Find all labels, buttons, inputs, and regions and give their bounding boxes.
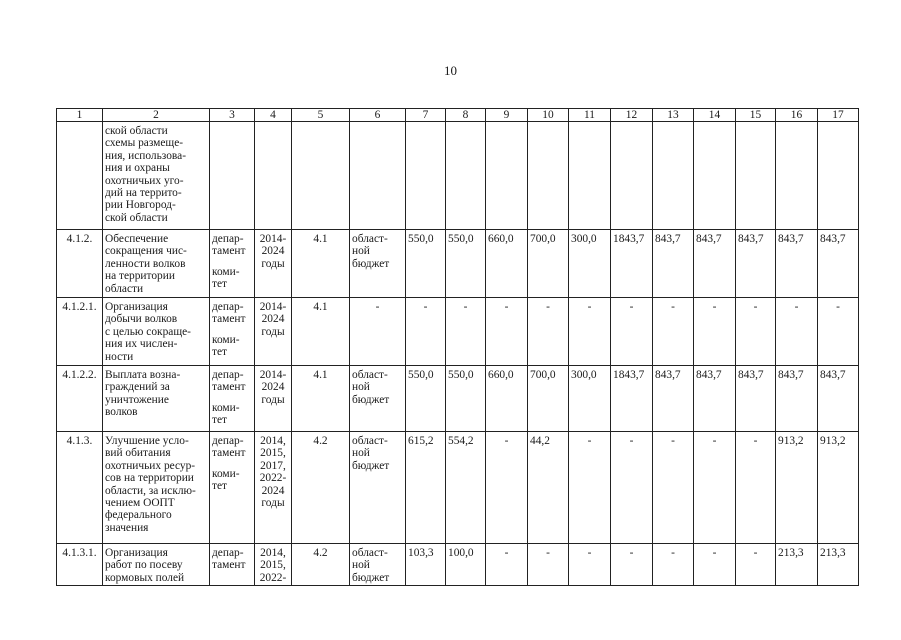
exec-line: депар-: [212, 369, 244, 381]
item-name-cell: [103, 122, 210, 230]
years-line: 2024: [261, 484, 285, 497]
source-line: бюджет: [352, 459, 390, 472]
value-cell: 554,2: [446, 432, 486, 544]
years-line: 2024: [261, 313, 285, 326]
value-cell: 550,0: [406, 230, 446, 298]
name-line: сокращения чис-: [105, 245, 187, 258]
funding-source-cell: [350, 432, 406, 544]
exec-line2: коми-: [212, 333, 240, 346]
name-line: федерального: [105, 509, 172, 522]
source-line: област-: [352, 435, 388, 447]
table-row: [57, 432, 859, 544]
years-line: годы: [261, 497, 285, 510]
name-line: ния и охраны: [105, 162, 170, 175]
value-cell: 550,0: [446, 230, 486, 298]
years-line: 2015,: [260, 559, 286, 572]
value-cell: [736, 122, 776, 230]
table-row: [57, 366, 859, 432]
years-line: 2022-: [259, 571, 287, 584]
value-cell: 843,7: [736, 230, 776, 298]
source-line: -: [375, 301, 380, 313]
source-line: ной: [352, 559, 370, 572]
value-cell: 843,7: [776, 230, 818, 298]
value-cell: -: [736, 544, 776, 586]
program-table: [56, 108, 859, 586]
indicator-cell: 4.2: [292, 432, 350, 544]
value-cell: 660,0: [486, 230, 528, 298]
value-cell: -: [486, 432, 528, 544]
value-cell: 300,0: [569, 366, 611, 432]
years-line: 2022-: [259, 472, 287, 485]
column-number-row: [57, 109, 859, 122]
table-row: [57, 122, 859, 230]
table-row: [57, 298, 859, 366]
column-number-cell: 10: [528, 109, 569, 122]
item-name-cell: [103, 230, 210, 298]
value-cell: -: [694, 544, 736, 586]
years-line: 2024: [261, 245, 285, 258]
funding-source-cell: [350, 230, 406, 298]
years-line: 2014,: [260, 435, 286, 447]
exec-line2: коми-: [212, 265, 240, 278]
item-number-cell: 4.1.2.1.: [57, 298, 103, 366]
value-cell: 300,0: [569, 230, 611, 298]
value-cell: [611, 122, 653, 230]
indicator-cell: [292, 122, 350, 230]
name-line: на территории: [105, 270, 175, 283]
funding-source-cell: [350, 298, 406, 366]
value-cell: -: [776, 298, 818, 366]
value-cell: -: [528, 298, 569, 366]
funding-source-cell: [350, 366, 406, 432]
executor-cell: [210, 366, 255, 432]
value-cell: -: [486, 544, 528, 586]
years-cell: [255, 366, 292, 432]
table-row: [57, 544, 859, 586]
exec-line: тамент: [212, 381, 246, 394]
column-number-cell: 9: [486, 109, 528, 122]
table-row: [57, 230, 859, 298]
exec-line: тамент: [212, 313, 246, 326]
item-name-cell: [103, 432, 210, 544]
value-cell: -: [653, 544, 694, 586]
value-cell: 843,7: [818, 230, 859, 298]
value-cell: 843,7: [818, 366, 859, 432]
column-number-cell: 8: [446, 109, 486, 122]
source-line: област-: [352, 369, 388, 381]
source-line: област-: [352, 547, 388, 559]
years-line: годы: [261, 325, 285, 338]
name-line: Выплата возна-: [105, 369, 181, 381]
exec-line2: тет: [212, 414, 228, 427]
column-number-cell: 13: [653, 109, 694, 122]
name-line: охотничьих уго-: [105, 174, 184, 187]
column-number-cell: 15: [736, 109, 776, 122]
value-cell: 213,3: [776, 544, 818, 586]
name-line: рии Новгород-: [105, 199, 176, 212]
exec-line2: тет: [212, 278, 228, 291]
value-cell: -: [569, 298, 611, 366]
value-cell: -: [653, 432, 694, 544]
value-cell: [569, 122, 611, 230]
name-line: чением ООПТ: [105, 497, 175, 510]
value-cell: -: [569, 432, 611, 544]
value-cell: [776, 122, 818, 230]
indicator-cell: 4.1: [292, 230, 350, 298]
name-line: ленности волков: [105, 257, 186, 270]
value-cell: 843,7: [776, 366, 818, 432]
exec-line: тамент: [212, 447, 246, 460]
column-number-cell: 7: [406, 109, 446, 122]
value-cell: [528, 122, 569, 230]
years-cell: [255, 122, 292, 230]
exec-line2: коми-: [212, 401, 240, 414]
value-cell: 843,7: [694, 366, 736, 432]
exec-line: депар-: [212, 435, 244, 447]
executor-gap: [212, 394, 252, 402]
executor-cell: [210, 122, 255, 230]
value-cell: 843,7: [694, 230, 736, 298]
name-line: дий на террито-: [105, 187, 182, 200]
years-line: 2014-: [259, 369, 287, 381]
indicator-cell: 4.1: [292, 366, 350, 432]
exec-line2: коми-: [212, 467, 240, 480]
item-number-cell: 4.1.3.: [57, 432, 103, 544]
source-line: ной: [352, 381, 370, 394]
name-line: ния их числен-: [105, 338, 178, 351]
value-cell: [694, 122, 736, 230]
column-number-cell: 5: [292, 109, 350, 122]
value-cell: 100,0: [446, 544, 486, 586]
years-line: 2017,: [260, 459, 286, 472]
exec-line2: тет: [212, 480, 228, 493]
page-number: 10: [444, 63, 457, 78]
value-cell: -: [653, 298, 694, 366]
years-line: 2024: [261, 381, 285, 394]
value-cell: -: [694, 298, 736, 366]
name-line: ния, использова-: [105, 149, 187, 162]
exec-line2: тет: [212, 346, 228, 359]
value-cell: [406, 122, 446, 230]
name-line: Организация: [105, 301, 168, 313]
column-number-cell: 16: [776, 109, 818, 122]
name-line: Организация: [105, 547, 168, 559]
item-name-cell: [103, 544, 210, 586]
value-cell: 550,0: [446, 366, 486, 432]
value-cell: -: [736, 298, 776, 366]
name-line: с целью сокраще-: [105, 325, 191, 338]
name-line: работ по посеву: [105, 559, 183, 572]
value-cell: 700,0: [528, 230, 569, 298]
item-number-cell: [57, 122, 103, 230]
years-cell: [255, 544, 292, 586]
executor-gap: [212, 258, 252, 266]
name-line: вий обитания: [105, 447, 171, 460]
value-cell: -: [486, 298, 528, 366]
name-line: ской области: [105, 211, 168, 224]
column-number-cell: 17: [818, 109, 859, 122]
executor-cell: [210, 544, 255, 586]
years-cell: [255, 298, 292, 366]
value-cell: -: [611, 544, 653, 586]
column-number-cell: 2: [103, 109, 210, 122]
column-number-cell: 11: [569, 109, 611, 122]
value-cell: 44,2: [528, 432, 569, 544]
name-line: ности: [105, 350, 134, 363]
column-number-cell: 6: [350, 109, 406, 122]
value-cell: 843,7: [736, 366, 776, 432]
name-line: ской области: [105, 125, 168, 137]
item-name-cell: [103, 298, 210, 366]
source-line: бюджет: [352, 393, 390, 406]
value-cell: -: [694, 432, 736, 544]
value-cell: 213,3: [818, 544, 859, 586]
years-line: 2014-: [259, 233, 287, 245]
executor-cell: [210, 298, 255, 366]
name-line: Обеспечение: [105, 233, 169, 245]
name-line: добычи волков: [105, 313, 178, 326]
value-cell: [446, 122, 486, 230]
value-cell: [818, 122, 859, 230]
exec-line: тамент: [212, 245, 246, 258]
item-name-cell: [103, 366, 210, 432]
name-line: Улучшение усло-: [105, 435, 189, 447]
value-cell: -: [569, 544, 611, 586]
exec-line: депар-: [212, 233, 244, 245]
value-cell: 700,0: [528, 366, 569, 432]
value-cell: 103,3: [406, 544, 446, 586]
years-line: годы: [261, 257, 285, 270]
value-cell: [653, 122, 694, 230]
funding-source-cell: [350, 122, 406, 230]
value-cell: -: [528, 544, 569, 586]
name-line: схемы размеще-: [105, 137, 184, 150]
value-cell: -: [611, 298, 653, 366]
value-cell: -: [736, 432, 776, 544]
value-cell: 660,0: [486, 366, 528, 432]
indicator-cell: 4.2: [292, 544, 350, 586]
name-line: сов на территории: [105, 472, 194, 485]
years-line: годы: [261, 393, 285, 406]
source-line: бюджет: [352, 257, 390, 270]
item-number-cell: 4.1.3.1.: [57, 544, 103, 586]
value-cell: 1843,7: [611, 366, 653, 432]
source-line: бюджет: [352, 571, 390, 584]
years-line: 2014-: [259, 301, 287, 313]
value-cell: -: [611, 432, 653, 544]
executor-cell: [210, 432, 255, 544]
value-cell: 913,2: [776, 432, 818, 544]
name-line: граждений за: [105, 381, 170, 394]
source-line: област-: [352, 233, 388, 245]
executor-cell: [210, 230, 255, 298]
exec-line: депар-: [212, 547, 244, 559]
exec-line: тамент: [212, 559, 246, 572]
name-line: области, за исклю-: [105, 484, 196, 497]
column-number-cell: 12: [611, 109, 653, 122]
value-cell: 843,7: [653, 230, 694, 298]
years-line: 2014,: [260, 547, 286, 559]
column-number-cell: 3: [210, 109, 255, 122]
value-cell: -: [446, 298, 486, 366]
column-number-cell: 4: [255, 109, 292, 122]
name-line: области: [105, 282, 144, 295]
years-line: 2015,: [260, 447, 286, 460]
exec-line: депар-: [212, 301, 244, 313]
value-cell: 913,2: [818, 432, 859, 544]
name-line: охотничьих ресур-: [105, 459, 196, 472]
name-line: уничтожение: [105, 393, 169, 406]
item-number-cell: 4.1.2.2.: [57, 366, 103, 432]
years-cell: [255, 230, 292, 298]
years-cell: [255, 432, 292, 544]
funding-source-cell: [350, 544, 406, 586]
executor-gap: [212, 326, 252, 334]
value-cell: 550,0: [406, 366, 446, 432]
value-cell: 843,7: [653, 366, 694, 432]
column-number-cell: 1: [57, 109, 103, 122]
name-line: кормовых полей: [105, 571, 185, 584]
executor-gap: [212, 460, 252, 468]
value-cell: -: [818, 298, 859, 366]
source-line: ной: [352, 447, 370, 460]
name-line: волков: [105, 406, 138, 419]
value-cell: [486, 122, 528, 230]
source-line: ной: [352, 245, 370, 258]
item-number-cell: 4.1.2.: [57, 230, 103, 298]
value-cell: 1843,7: [611, 230, 653, 298]
value-cell: -: [406, 298, 446, 366]
column-number-cell: 14: [694, 109, 736, 122]
name-line: значения: [105, 521, 149, 534]
value-cell: 615,2: [406, 432, 446, 544]
indicator-cell: 4.1: [292, 298, 350, 366]
